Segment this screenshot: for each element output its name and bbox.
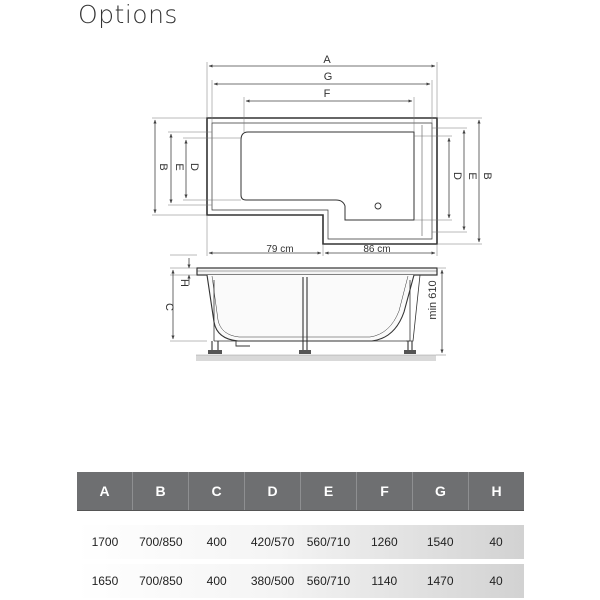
table-cell: 380/500 <box>250 574 295 588</box>
top-view <box>152 62 482 256</box>
table-cell: 1470 <box>426 574 454 588</box>
label-F: F <box>323 88 331 100</box>
table-cell: 420/570 <box>250 535 295 549</box>
label-A: A <box>323 54 331 66</box>
table-cell: 1260 <box>370 535 398 549</box>
tub-inner-basin <box>241 132 414 220</box>
header-cell-A: A <box>77 472 133 510</box>
dimensions-table-header <box>77 472 524 511</box>
header-cell-F: F <box>357 472 413 510</box>
floor <box>196 355 436 361</box>
label-79cm: 79 cm <box>266 244 294 255</box>
label-D-left: D <box>188 163 200 171</box>
table-row <box>77 525 524 559</box>
header-cell-D: D <box>245 472 301 510</box>
table-cell: 40 <box>489 574 503 588</box>
label-D-right: D <box>451 172 463 180</box>
label-B-right: B <box>481 172 493 180</box>
label-G: G <box>323 71 333 83</box>
table-cell: 400 <box>206 535 227 549</box>
table-cell: 400 <box>206 574 227 588</box>
label-min610: min 610 <box>427 280 439 320</box>
header-cell-B: B <box>133 472 189 510</box>
table-cell: 1540 <box>426 535 454 549</box>
table-cell: 700/850 <box>139 574 183 588</box>
label-E-right: E <box>466 172 478 180</box>
drain-pipe <box>236 341 250 346</box>
table-cell: 560/710 <box>306 574 351 588</box>
table-cell: 700/850 <box>139 535 183 549</box>
tub-rim <box>197 268 437 275</box>
drain-circle <box>375 203 381 209</box>
label-86cm: 86 cm <box>363 244 391 255</box>
table-cell: 1140 <box>371 574 398 588</box>
tub-rim-line <box>212 123 432 239</box>
header-cell-E: E <box>301 472 357 510</box>
header-cell-G: G <box>413 472 469 510</box>
label-E-left: E <box>173 163 185 171</box>
table-cell: 1700 <box>91 535 119 549</box>
label-H: H <box>178 279 190 287</box>
label-B-left: B <box>157 163 169 171</box>
header-cell-C: C <box>189 472 245 510</box>
table-cell: 40 <box>489 535 503 549</box>
table-row <box>77 564 524 598</box>
label-C: C <box>163 303 175 311</box>
table-cell: 560/710 <box>306 535 351 549</box>
side-view <box>170 255 446 361</box>
tub-feet <box>208 350 416 354</box>
header-cell-H: H <box>491 483 502 499</box>
page-title: Options <box>78 0 178 29</box>
table-cell: 1650 <box>91 574 119 588</box>
tub-basin-profile <box>207 275 414 341</box>
